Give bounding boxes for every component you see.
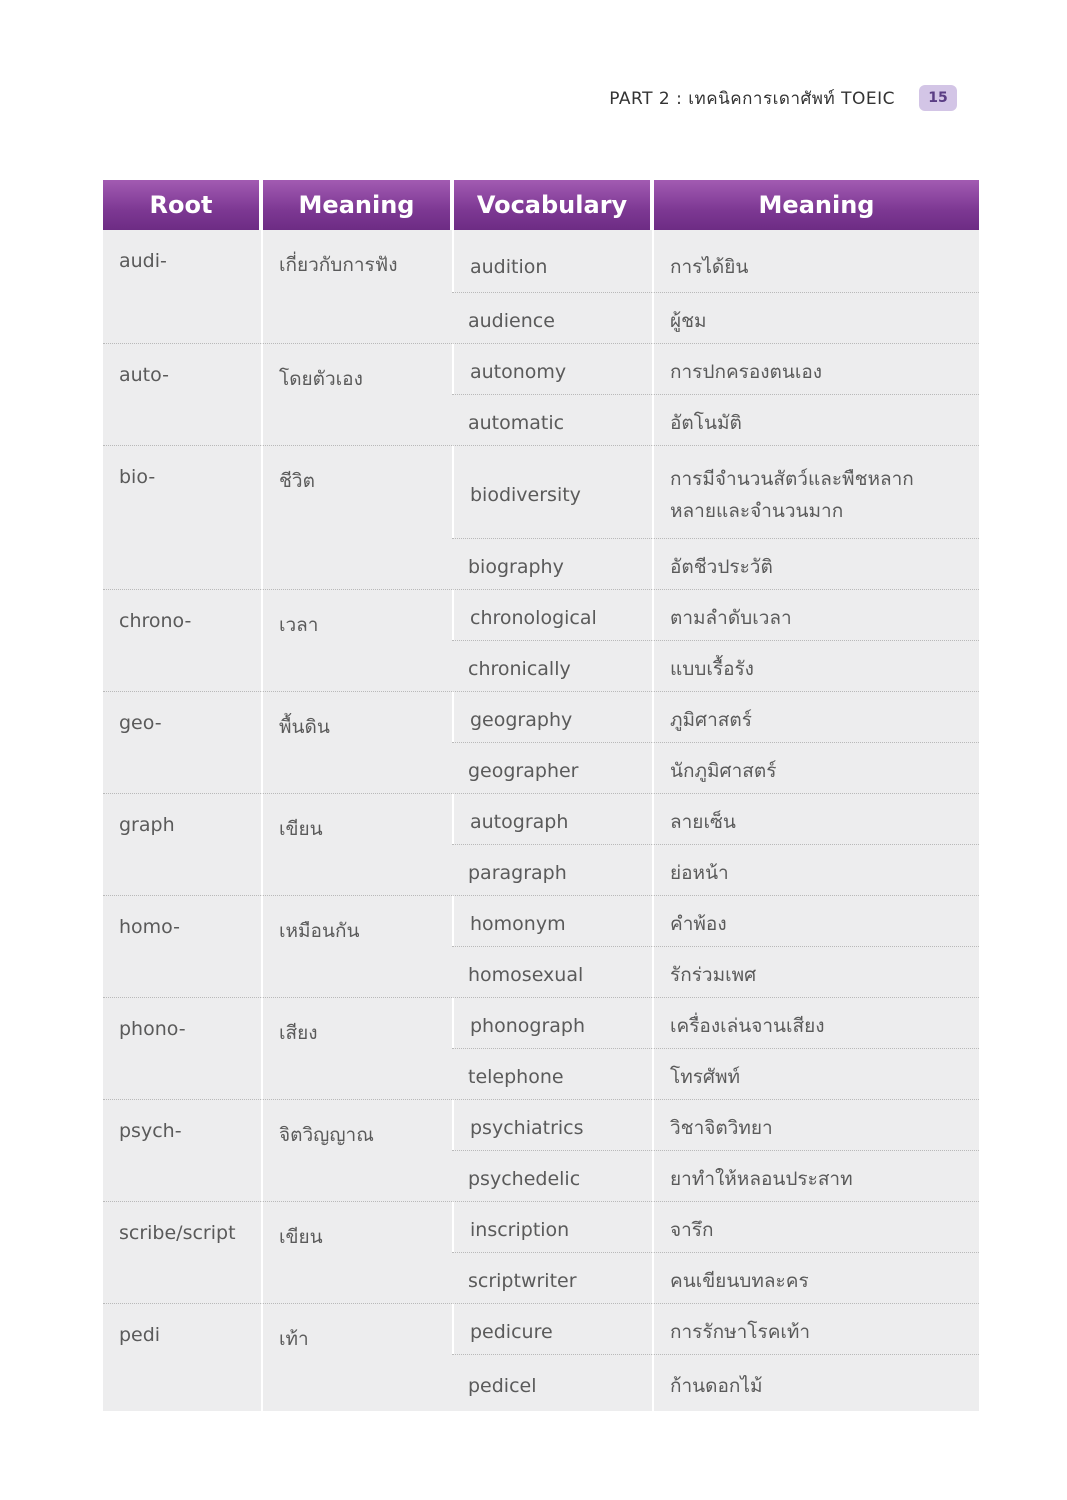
root-meaning-cell: เสียง [261,997,452,1099]
page-number-badge: 15 [919,85,957,111]
vocabulary-cell: biography [452,538,652,589]
vocabulary-cell: psychedelic [452,1150,652,1201]
vocabulary-meaning-cell: ย่อหน้า [652,844,979,895]
root-meaning-cell: เวลา [261,589,452,691]
vocabulary-cell: geography [452,691,652,742]
vocabulary-meaning-cell: แบบเรื้อรัง [652,640,979,691]
root-cell: scribe/script [103,1201,261,1303]
table-row [103,589,979,640]
root-cell: pedi [103,1303,261,1411]
vocabulary-meaning-cell: ยาทำให้หลอนประสาท [652,1150,979,1201]
table-row [103,343,979,394]
table-row [103,445,979,538]
root-cell: bio- [103,445,261,589]
table-body [103,230,979,1411]
vocabulary-cell: automatic [452,394,652,445]
vocabulary-meaning-cell: ตามลำดับเวลา [652,589,979,640]
vocabulary-cell: autograph [452,793,652,844]
vocabulary-meaning-cell: โทรศัพท์ [652,1048,979,1099]
root-meaning-cell: จิตวิญญาณ [261,1099,452,1201]
vocabulary-cell: autonomy [452,343,652,394]
vocabulary-meaning-cell: นักภูมิศาสตร์ [652,742,979,793]
vocabulary-meaning-cell: การรักษาโรคเท้า [652,1303,979,1354]
vocabulary-cell: phonograph [452,997,652,1048]
vocabulary-meaning-cell: จารึก [652,1201,979,1252]
vocabulary-meaning-cell: ก้านดอกไม้ [652,1354,979,1411]
root-meaning-cell: เขียน [261,793,452,895]
vocabulary-cell: paragraph [452,844,652,895]
vocabulary-meaning-cell: ผู้ชม [652,292,979,343]
vocabulary-meaning-cell: คำพ้อง [652,895,979,946]
table-row [103,895,979,946]
vocabulary-cell: chronological [452,589,652,640]
vocabulary-meaning-text: การมีจำนวนสัตว์และพืชหลากหลายและจำนวนมาก [670,468,914,522]
vocabulary-meaning-cell [652,445,979,538]
root-meaning-cell: เกี่ยวกับการฟัง [261,230,452,343]
column-header-root-meaning: Meaning [261,180,452,230]
vocabulary-cell: audition [452,230,652,292]
vocabulary-meaning-cell: การปกครองตนเอง [652,343,979,394]
vocabulary-meaning-cell: ลายเซ็น [652,793,979,844]
root-cell: psych- [103,1099,261,1201]
vocabulary-cell: audience [452,292,652,343]
column-header-vocabulary-meaning: Meaning [652,180,979,230]
vocabulary-cell: chronically [452,640,652,691]
table-row [103,1303,979,1354]
column-header-vocabulary: Vocabulary [452,180,652,230]
page-header-title: PART 2 : เทคนิคการเดาศัพท์ TOEIC [609,88,895,109]
root-cell: auto- [103,343,261,445]
table-row [103,230,979,292]
vocabulary-cell: telephone [452,1048,652,1099]
root-meaning-cell: เท้า [261,1303,452,1411]
vocabulary-meaning-cell: คนเขียนบทละคร [652,1252,979,1303]
vocabulary-meaning-cell: เครื่องเล่นจานเสียง [652,997,979,1048]
root-cell: audi- [103,230,261,343]
vocabulary-cell: biodiversity [452,445,652,538]
column-header-root: Root [103,180,261,230]
vocabulary-cell: pedicel [452,1354,652,1411]
vocabulary-meaning-cell: วิชาจิตวิทยา [652,1099,979,1150]
table-header-row [103,180,979,230]
root-cell: graph [103,793,261,895]
vocabulary-cell: scriptwriter [452,1252,652,1303]
vocabulary-table [103,180,979,1411]
root-cell: chrono- [103,589,261,691]
vocabulary-meaning-cell: อัตชีวประวัติ [652,538,979,589]
vocabulary-cell: homonym [452,895,652,946]
vocabulary-meaning-cell: อัตโนมัติ [652,394,979,445]
vocabulary-cell: pedicure [452,1303,652,1354]
table-row [103,1099,979,1150]
table-row [103,997,979,1048]
root-meaning-cell: เหมือนกัน [261,895,452,997]
root-meaning-cell: ชีวิต [261,445,452,589]
table-row [103,1201,979,1252]
page-header [609,84,957,112]
root-cell: phono- [103,997,261,1099]
vocabulary-meaning-cell: การได้ยิน [652,230,979,292]
vocabulary-meaning-cell: รักร่วมเพศ [652,946,979,997]
root-meaning-cell: พื้นดิน [261,691,452,793]
table-row [103,793,979,844]
root-cell: geo- [103,691,261,793]
vocabulary-meaning-cell: ภูมิศาสตร์ [652,691,979,742]
table-row [103,691,979,742]
vocabulary-cell: homosexual [452,946,652,997]
vocabulary-cell: psychiatrics [452,1099,652,1150]
root-meaning-cell: โดยตัวเอง [261,343,452,445]
vocabulary-cell: geographer [452,742,652,793]
root-cell: homo- [103,895,261,997]
vocabulary-cell: inscription [452,1201,652,1252]
root-meaning-cell: เขียน [261,1201,452,1303]
